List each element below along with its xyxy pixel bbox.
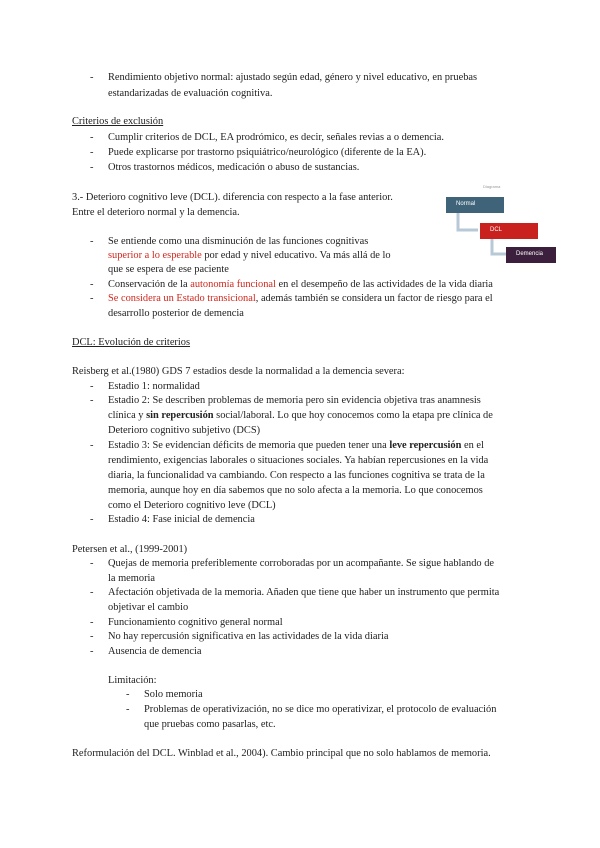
top-item-line2: estandarizadas de evaluación cognitiva. [108, 88, 273, 99]
exclusion-item-text: Puede explicarse por trastorno psiquiátrico/neurológico (diferente de la EA). [108, 147, 427, 158]
bullet-dash: - [90, 279, 94, 290]
bullet-dash: - [90, 72, 94, 83]
diagram-box-demencia: Demencia [506, 247, 556, 263]
bullet-dash: - [90, 514, 94, 525]
section3-title-line2: Entre el deterioro normal y la demencia. [72, 207, 240, 218]
petersen-intro: Petersen et al., (1999-2001) [72, 544, 188, 555]
stage-3-line4: memoria, aunque hoy en día sabemos que no solo afecta a la memoria. Lo que conocemos [108, 485, 483, 496]
diagram-box-normal: Normal [446, 197, 504, 213]
criterion-2-line2: objetivar el cambio [108, 602, 189, 613]
stage-3-line2: rendimiento, exigencias laborales o situaciones sociales. Ya habían repercusiones en la vida [108, 455, 489, 466]
section3-title-line1: 3.- Deterioro cognitivo leve (DCL). diferencia con respecto a la fase anterior. [72, 192, 393, 203]
final-note: Reformulación del DCL. Winblad et al., 2004). Cambio principal que no solo hablamos de memoria. [72, 748, 491, 759]
limitation-2-line1: Problemas de operativización, no se dice mo operativizar, el protocolo de evaluación [144, 704, 497, 715]
diagram-caption: Diagrama [483, 184, 501, 189]
bullet-dash: - [90, 558, 94, 569]
stage-2-line2: clínica y sin repercusión social/laboral. Lo que hoy conocemos como la etapa pre clínica de [108, 410, 493, 421]
criterion-2-line1: Afectación objetivada de la memoria. Añaden que tiene que haber un instrumento que permita [108, 587, 500, 598]
limitation-1-text: Solo memoria [144, 689, 203, 700]
stage-3-line3: diaria, la funcionalidad va cambiando. Con respecto a las funciones cognitiva se trata de la [108, 470, 485, 481]
exclusion-item-text: Cumplir criterios de DCL, EA prodrómico, es decir, señales revias a o demencia. [108, 132, 445, 143]
dcl-bullet-1-line2: superior a lo esperable por edad y nivel educativo. Va más allá de lo [108, 250, 391, 261]
criterion-1-line2: la memoria [108, 573, 156, 584]
stage-2-line3: Deterioro cognitivo subjetivo (DCS) [108, 425, 261, 436]
bullet-dash: - [90, 395, 94, 406]
criterion-5-text: Ausencia de demencia [108, 646, 202, 657]
bullet-dash: - [90, 293, 94, 304]
bullet-dash: - [90, 236, 94, 247]
dcl-bullet-3-line2: desarrollo posterior de demencia [108, 308, 244, 319]
stage-1-text: Estadio 1: normalidad [108, 381, 200, 392]
criterion-4-text: No hay repercusión significativa en las actividades de la vida diaria [108, 631, 389, 642]
dcl-bullet-3-line1: Se considera un Estado transicional, además también se considera un factor de riesgo para el [108, 293, 493, 304]
dcl-bullet-2-text: Conservación de la autonomía funcional en el desempeño de las actividades de la vida diaria [108, 279, 493, 290]
bullet-dash: - [90, 132, 94, 143]
highlight-text: Se considera un Estado transicional [108, 293, 256, 304]
bullet-dash: - [90, 646, 94, 657]
diagram-box-dcl: DCL [480, 223, 538, 239]
connector-line [492, 238, 506, 254]
stage-4-text: Estadio 4: Fase inicial de demencia [108, 514, 255, 525]
dcl-bullet-1-line1: Se entiende como una disminución de las funciones cognitivas [108, 236, 369, 247]
reisberg-intro: Reisberg et al.(1980) GDS 7 estadios desde la normalidad a la demencia severa: [72, 366, 405, 377]
exclusion-item-text: Otros trastornos médicos, medicación o abuso de sustancias. [108, 162, 360, 173]
stage-3-line1: Estadio 3: Se evidencian déficits de memoria que pueden tener una leve repercusión en el [108, 440, 484, 451]
limitation-heading: Limitación: [108, 675, 157, 686]
limitation-2-line2: que pruebas como pasarlas, etc. [144, 719, 276, 730]
bullet-dash: - [90, 587, 94, 598]
connector-line [458, 213, 478, 230]
bullet-dash: - [90, 617, 94, 628]
bullet-dash: - [90, 440, 94, 451]
top-item-line1: Rendimiento objetivo normal: ajustado según edad, género y nivel educativo, en pruebas [108, 72, 478, 83]
dcl-bullet-1-line3: que se espera de ese paciente [108, 264, 229, 275]
bold-text: leve repercusión [389, 440, 462, 451]
stage-diagram [428, 184, 558, 266]
criterion-3-text: Funcionamiento cognitivo general normal [108, 617, 283, 628]
evolution-heading: DCL: Evolución de criterios [72, 337, 191, 348]
exclusion-heading: Criterios de exclusión [72, 116, 164, 127]
bullet-dash: - [126, 689, 130, 700]
highlight-text: superior a lo esperable [108, 250, 202, 261]
bold-text: sin repercusión [146, 410, 214, 421]
bullet-dash: - [90, 381, 94, 392]
bullet-dash: - [90, 162, 94, 173]
bullet-dash: - [126, 704, 130, 715]
stage-2-line1: Estadio 2: Se describen problemas de memoria pero sin evidencia objetiva tras anamnesis [108, 395, 481, 406]
bullet-dash: - [90, 147, 94, 158]
stage-3-line5: como el Deterioro cognitivo leve (DCL) [108, 500, 276, 511]
criterion-1-line1: Quejas de memoria preferiblemente corroboradas por un acompañante. Se sigue hablando de [108, 558, 495, 569]
highlight-text: autonomía funcional [190, 279, 276, 290]
bullet-dash: - [90, 631, 94, 642]
